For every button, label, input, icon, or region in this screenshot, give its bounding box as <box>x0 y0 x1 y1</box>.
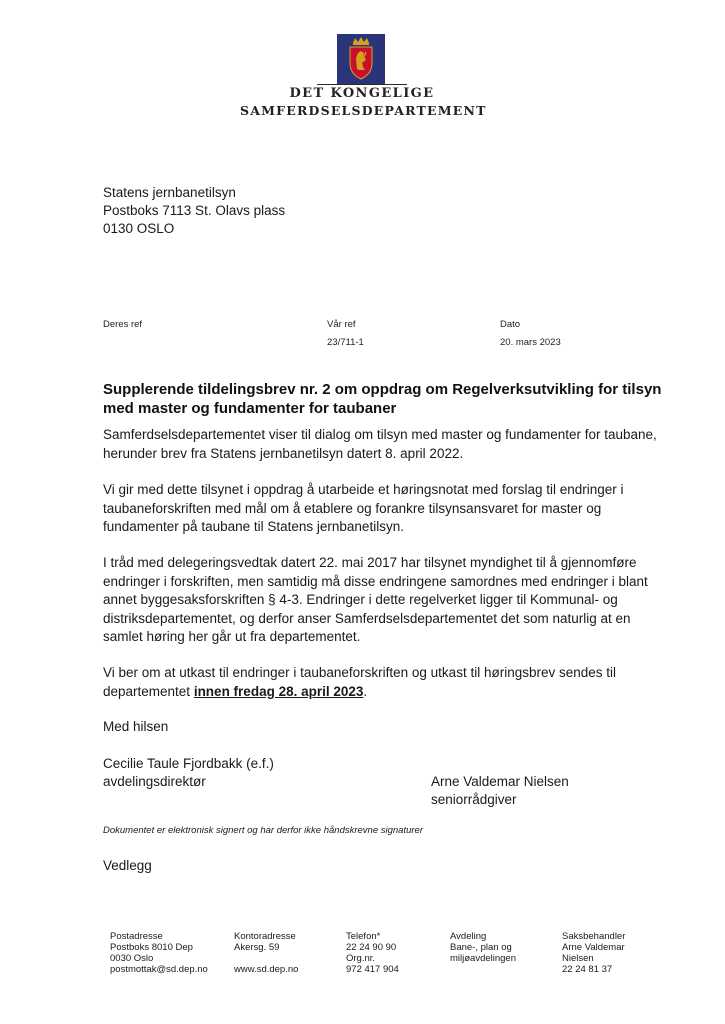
paragraph-4-end: . <box>363 683 368 699</box>
signer-left-title: avdelingsdirektør <box>103 774 206 789</box>
footer-cell: Nielsen <box>562 953 594 964</box>
paragraph-4-text: Vi ber om at utkast til endringer i taubaneforskriften og utkast til høringsbrev sendes til departementet <box>103 665 617 699</box>
deadline-text: innen fredag 28. april 2023 <box>193 683 364 699</box>
footer-cell: 972 417 904 <box>346 964 399 975</box>
footer-cell: Arne Valdemar <box>562 942 625 953</box>
recipient-line: Statens jernbanetilsyn <box>103 185 236 200</box>
dato-value: 20. mars 2023 <box>500 337 561 348</box>
footer-email-link[interactable]: postmottak@sd.dep.no <box>110 964 208 975</box>
footer-cell <box>234 953 298 964</box>
footer-cell: Org.nr. <box>346 953 376 964</box>
signature-note: Dokumentet er elektronisk signert og har derfor ikke håndskrevne signaturer <box>103 825 423 836</box>
recipient-address <box>103 184 285 238</box>
paragraph-1: Samferdselsdepartementet viser til dialog om tilsyn med master og fundamenter for taubane, herunder brev fra Statens jernbanetilsyn datert 8. april 2022. <box>103 427 657 461</box>
footer-cell: Kontoradresse <box>234 931 296 942</box>
closing-greeting: Med hilsen <box>103 719 169 734</box>
signer-left-name: Cecilie Taule Fjordbakk (e.f.) <box>103 756 274 771</box>
recipient-line: 0130 OSLO <box>103 221 175 236</box>
coat-of-arms-logo <box>337 34 385 84</box>
footer-office-column <box>234 931 298 975</box>
logo-line-2: SAMFERDSELSDEPARTEMENT <box>240 103 487 118</box>
signer-right-name: Arne Valdemar Nielsen <box>431 774 569 789</box>
footer-cell: 22 24 81 37 <box>562 964 613 975</box>
dato-label: Dato <box>500 319 521 330</box>
footer-cell: Akersg. 59 <box>234 942 280 953</box>
footer-cell: Avdeling <box>450 931 487 942</box>
footer-phone-column <box>346 931 399 975</box>
footer-cell: 0030 Oslo <box>110 953 154 964</box>
var-ref-label: Vår ref <box>327 319 356 330</box>
footer-cell: Postadresse <box>110 931 163 942</box>
paragraph-3: I tråd med delegeringsvedtak datert 22. mai 2017 har tilsynet myndighet til å gjennomføre endringer i forskriften, men samtidig må disse endringene samordnes med endringer i blant annet byggesaksforskriften § 4-3. Endringer i dette regelverket ligger til Kommunal- og distriksdepartementet, og derfor anser Samferdselsdepartementet det som naturlig at en samlet høring her går ut fra departementet. <box>103 555 648 644</box>
signer-right-title: seniorrådgiver <box>431 792 517 807</box>
footer-cell: Postboks 8010 Dep <box>110 942 193 953</box>
footer-postal-column <box>110 931 208 975</box>
footer-cell: Bane-, plan og <box>450 942 512 953</box>
attachment-label: Vedlegg <box>103 858 152 873</box>
footer-cell: Saksbehandler <box>562 931 626 942</box>
var-ref-value: 23/711-1 <box>327 337 364 348</box>
recipient-line: Postboks 7113 St. Olavs plass <box>103 203 286 218</box>
footer-cell: Telefon* <box>346 931 381 942</box>
logo-line-1: DET KONGELIGE <box>289 86 435 101</box>
footer-cell: miljøavdelingen <box>450 953 517 964</box>
footer-website-link[interactable]: www.sd.dep.no <box>234 964 299 975</box>
paragraph-4 <box>103 664 663 701</box>
footer-cell: 22 24 90 90 <box>346 942 397 953</box>
footer-department-column <box>450 931 516 964</box>
letter-title: Supplerende tildelingsbrev nr. 2 om oppdrag om Regelverksutvikling for tilsyn med master og fundamenter for taubaner <box>103 381 662 417</box>
deres-ref-label: Deres ref <box>103 319 143 330</box>
logo-rule <box>317 84 407 85</box>
paragraph-2: Vi gir med dette tilsynet i oppdrag å utarbeide et høringsnotat med forslag til endringer i taubaneforskriften med mål om å etablere og forankre tilsynsansvaret for master og fundamenter på taubane til Statens jernbanetilsyn. <box>103 482 624 534</box>
footer-caseworker-column <box>562 931 625 975</box>
